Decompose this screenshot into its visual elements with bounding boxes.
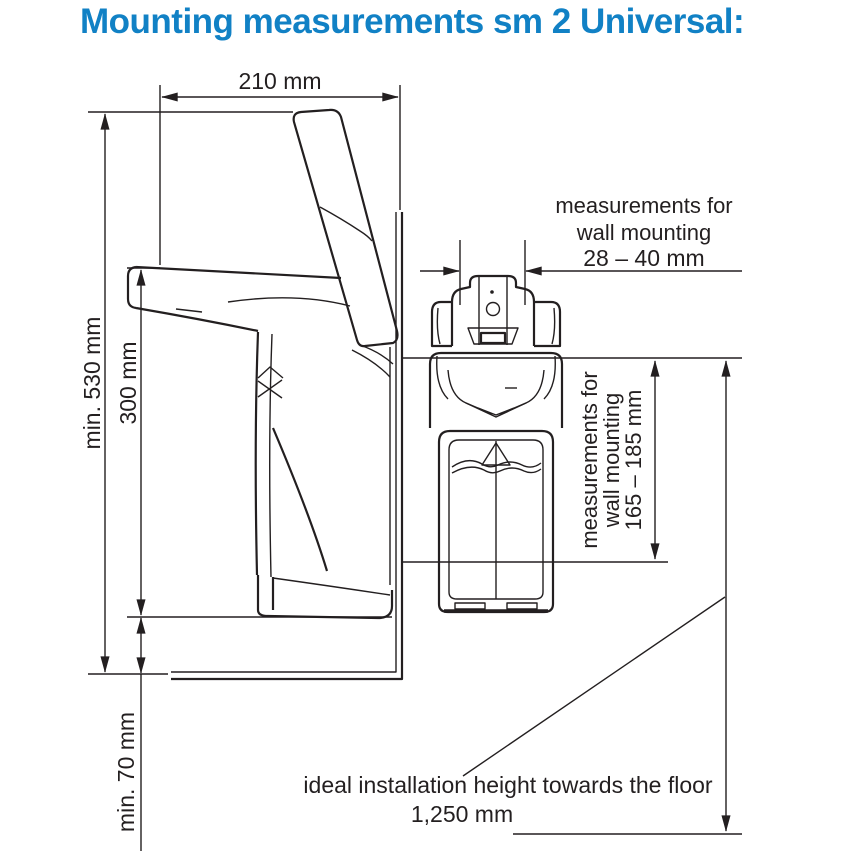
wall-depth-label-line1: measurements for — [555, 193, 733, 218]
tank-body-curve — [273, 428, 327, 571]
lever-arm-outline — [294, 110, 398, 346]
base-front-block — [258, 575, 273, 610]
tank-front-inner-edge — [270, 334, 272, 577]
mount-head-dot — [490, 290, 494, 294]
dimension-clearance-70 — [113, 618, 141, 851]
side-view-drawing — [128, 110, 398, 618]
left-wing-outline — [432, 302, 452, 346]
spout-tab-detail — [176, 309, 202, 312]
reference-lines — [402, 358, 742, 562]
wall-height-label-line2: wall mounting — [599, 392, 624, 528]
mount-head-slot — [481, 333, 505, 343]
wall-panel-inner-line — [171, 212, 396, 672]
mount-head-hole — [487, 303, 500, 316]
tank-front-edge — [256, 332, 258, 575]
wall-height-label-line3: 165 – 185 mm — [621, 389, 646, 531]
spout-front-cap — [128, 267, 136, 308]
dimension-wall-height-165-185 — [577, 361, 655, 559]
spout-top-edge — [136, 267, 341, 278]
mount-head-outline — [452, 276, 534, 346]
wall-panel-outer-line — [171, 212, 402, 679]
mount-head-inner-lines — [479, 277, 507, 345]
wall-depth-label-line3: 28 – 40 mm — [583, 245, 705, 271]
funnel-v-lines — [466, 403, 526, 417]
base-top-edge — [273, 578, 390, 595]
installation-height-label-line1: ideal installation height towards the floor — [303, 772, 713, 798]
leader-line — [463, 597, 725, 776]
installation-height-label-line2: 1,250 mm — [410, 801, 514, 827]
dimension-label-210mm: 210 mm — [238, 68, 322, 94]
dimension-width-210 — [160, 68, 400, 265]
wall-height-label-line1: measurements for — [577, 371, 602, 549]
right-wing-outline — [534, 302, 560, 346]
funnel-sides — [448, 370, 544, 414]
dimension-label-530mm: min. 530 mm — [79, 316, 105, 450]
wall-depth-label-line2: wall mounting — [576, 220, 712, 245]
dimension-label-300mm: 300 mm — [115, 341, 141, 425]
dimension-label-70mm: min. 70 mm — [113, 711, 139, 833]
pivot-arc-1 — [360, 345, 393, 364]
extension-lines — [460, 240, 525, 305]
wing-inner-arcs — [437, 308, 554, 344]
pivot-arc-2 — [352, 350, 390, 377]
dimension-height-530 — [79, 112, 293, 674]
wall-panel — [171, 212, 402, 679]
page-title: Mounting measurements sm 2 Universal: — [80, 2, 745, 41]
base-bottom-edge — [258, 590, 392, 618]
spout-inner-curve — [228, 298, 350, 306]
base-feet — [455, 603, 537, 609]
mount-head-trapezoid — [468, 328, 518, 344]
